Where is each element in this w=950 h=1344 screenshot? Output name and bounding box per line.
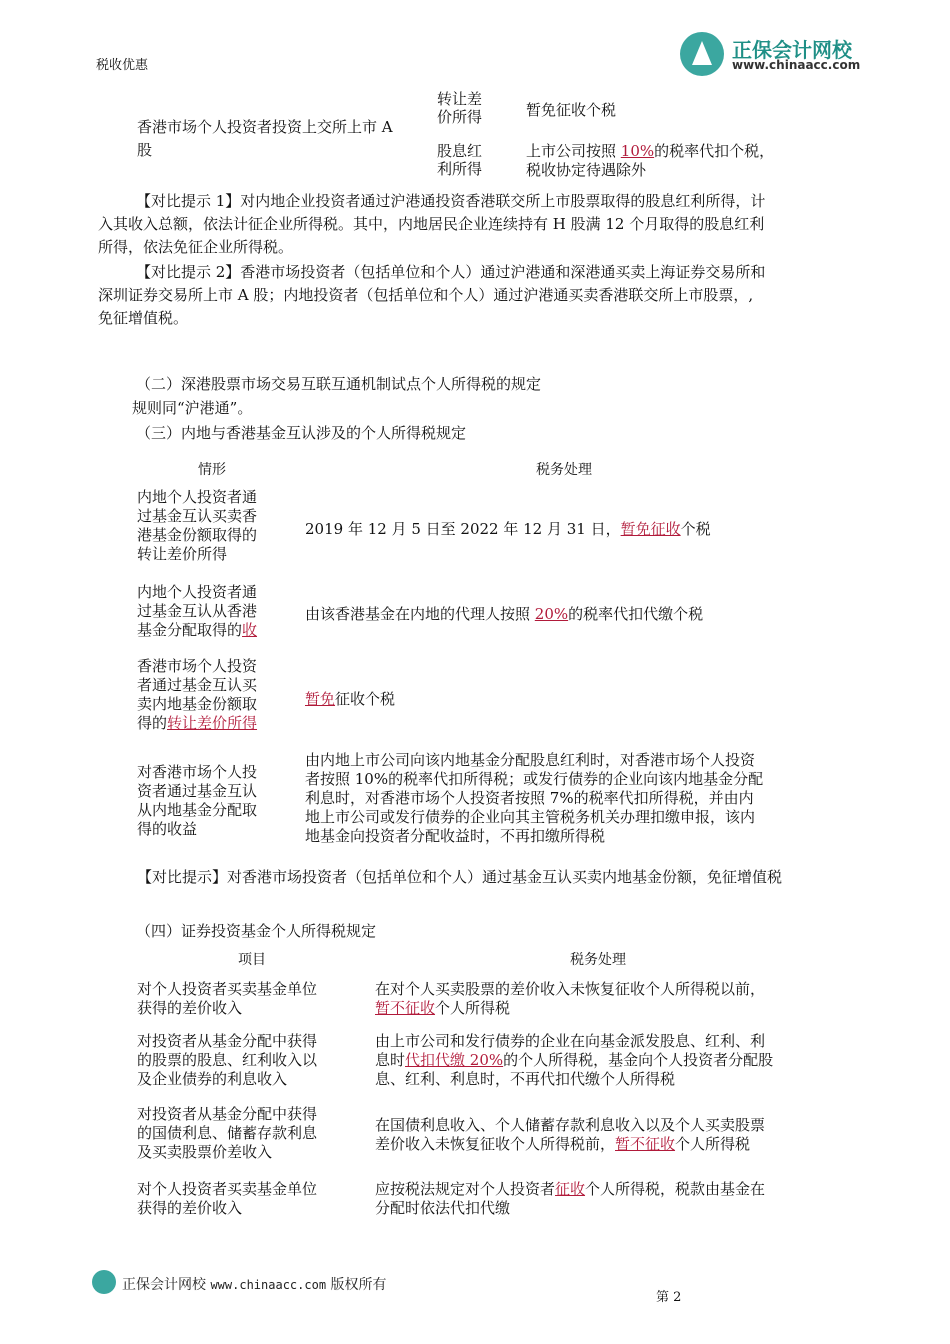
brand-name: 正保会计网校 [732,38,852,62]
footer-rights: 版权所有 [330,1277,387,1293]
s4-row3-text: 在国债利息收入、个人储蓄存款利息收入以及个人买卖股票 差价收入未恢复征收个人所得税前，暂不征收个人所得税 [375,1116,766,1153]
footer-logo-icon [92,1270,116,1294]
tip2-paragraph: 【对比提示 2】香港市场投资者（包括单位和个人）通过沪港通和深港通买卖上海证券交易所和 深圳证券交易所上市 A 股；内地投资者（包括单位和个人）通过沪港通买卖香港联交所上市股票，, 免征增值税。 [98,263,766,327]
s3-row4-text: 由内地上市公司向该内地基金分配股息红利时，对香港市场个人投资 者按照 10%的税率代扣所得税；或发行债券的企业向该内地基金分配 利息时，对香港市场个人投资者按照 7%的税率代扣所得税，并由内 地上市公司或发行债券的企业向其主管税务机关办理扣缴申报，该内 地基金向投资者分配收益时，不再扣缴所得税 [305,751,764,845]
section4-title: （四）证券投资基金个人所得税规定 [136,922,377,940]
s3-row2-label: 内地个人投资者通 过基金互认从香港 基金分配取得的收 [137,583,258,639]
s4-row4-label: 对个人投资者买卖基金单位 获得的差价收入 [137,1180,318,1217]
s3-row2-text: 由该香港基金在内地的代理人按照 20%的税率代扣代缴个税 [305,605,704,623]
s4-row1-label: 对个人投资者买卖基金单位 获得的差价收入 [137,980,318,1017]
tip3-cut: 【对比提示】对香港市场投资者（包括单位和个人）通过基金互认买卖内地基金份额，免征增值税 [137,868,783,886]
s3-row3-text: 暂免征收个税 [305,690,396,708]
top-row1-label: 转让差 价所得 [437,90,483,126]
s4-row2-text: 由上市公司和发行债券的企业在向基金派发股息、红利、利 息时代扣代缴 20%的个人所得税，基金向个人投资者分配股 息、红利、利息时，不再代扣代缴个人所得税 [375,1032,774,1088]
footer-brand: 正保会计网校 [122,1277,206,1293]
s4-header-item: 项目 [238,952,266,968]
section2-title: （二）深港股票市场交易互联互通机制试点个人所得税的规定 [136,375,542,393]
top-subject: 香港市场个人投资者投资上交所上市 A股 [137,118,393,159]
footer-url: www.chinaacc.com [210,1278,327,1292]
section3-title: （三）内地与香港基金互认涉及的个人所得税规定 [136,424,467,442]
top-row2-text: 上市公司按照 10%的税率代扣个税， 税收协定待遇除外 [526,142,775,179]
page-number: 第 2 [656,1290,682,1305]
footer-text [122,1274,387,1294]
top-row1-text: 暂免征收个税 [526,101,617,119]
s4-row1-text: 在对个人买卖股票的差价收入未恢复征收个人所得税以前， 暂不征收个人所得税 [375,980,766,1017]
header-cut-text: 税收优惠 [96,58,149,73]
s4-row4-text: 应按税法规定对个人投资者征收个人所得税，税款由基金在 分配时依法代扣代缴 [375,1180,766,1217]
top-row2-label: 股息红 利所得 [437,142,483,178]
s3-row3-label: 香港市场个人投资 者通过基金互认买 卖内地基金份额取 得的转让差价所得 [137,657,258,732]
section2-text: 规则同“沪港通”。 [132,399,253,417]
s3-row1-label: 内地个人投资者通 过基金互认买卖香 港基金份额取得的 转让差价所得 [137,488,258,563]
s3-row1-text: 2019 年 12 月 5 日至 2022 年 12 月 31 日，暂免征收个税 [305,520,711,538]
s4-header-tax: 税务处理 [570,952,626,968]
s4-row3-label: 对投资者从基金分配中获得 的国债利息、储蓄存款利息 及买卖股票价差收入 [137,1105,318,1161]
tip1-paragraph: 【对比提示 1】对内地企业投资者通过沪港通投资香港联交所上市股票取得的股息红利所得，计 入其收入总额，依法计征企业所得税。其中，内地居民企业连续持有 H 股满 12 个月取得的股息红利 所得，依法免征企业所得税。 [98,192,766,256]
s3-header-tax: 税务处理 [536,462,592,478]
logo-icon [680,32,724,76]
s4-row2-label: 对投资者从基金分配中获得 的股票的股息、红利收入以 及企业债券的利息收入 [137,1032,318,1088]
s3-header-situation: 情形 [198,462,226,478]
brand-url: www.chinaacc.com [732,58,861,72]
s3-row4-label: 对香港市场个人投 资者通过基金互认 从内地基金分配取 得的收益 [137,763,258,838]
